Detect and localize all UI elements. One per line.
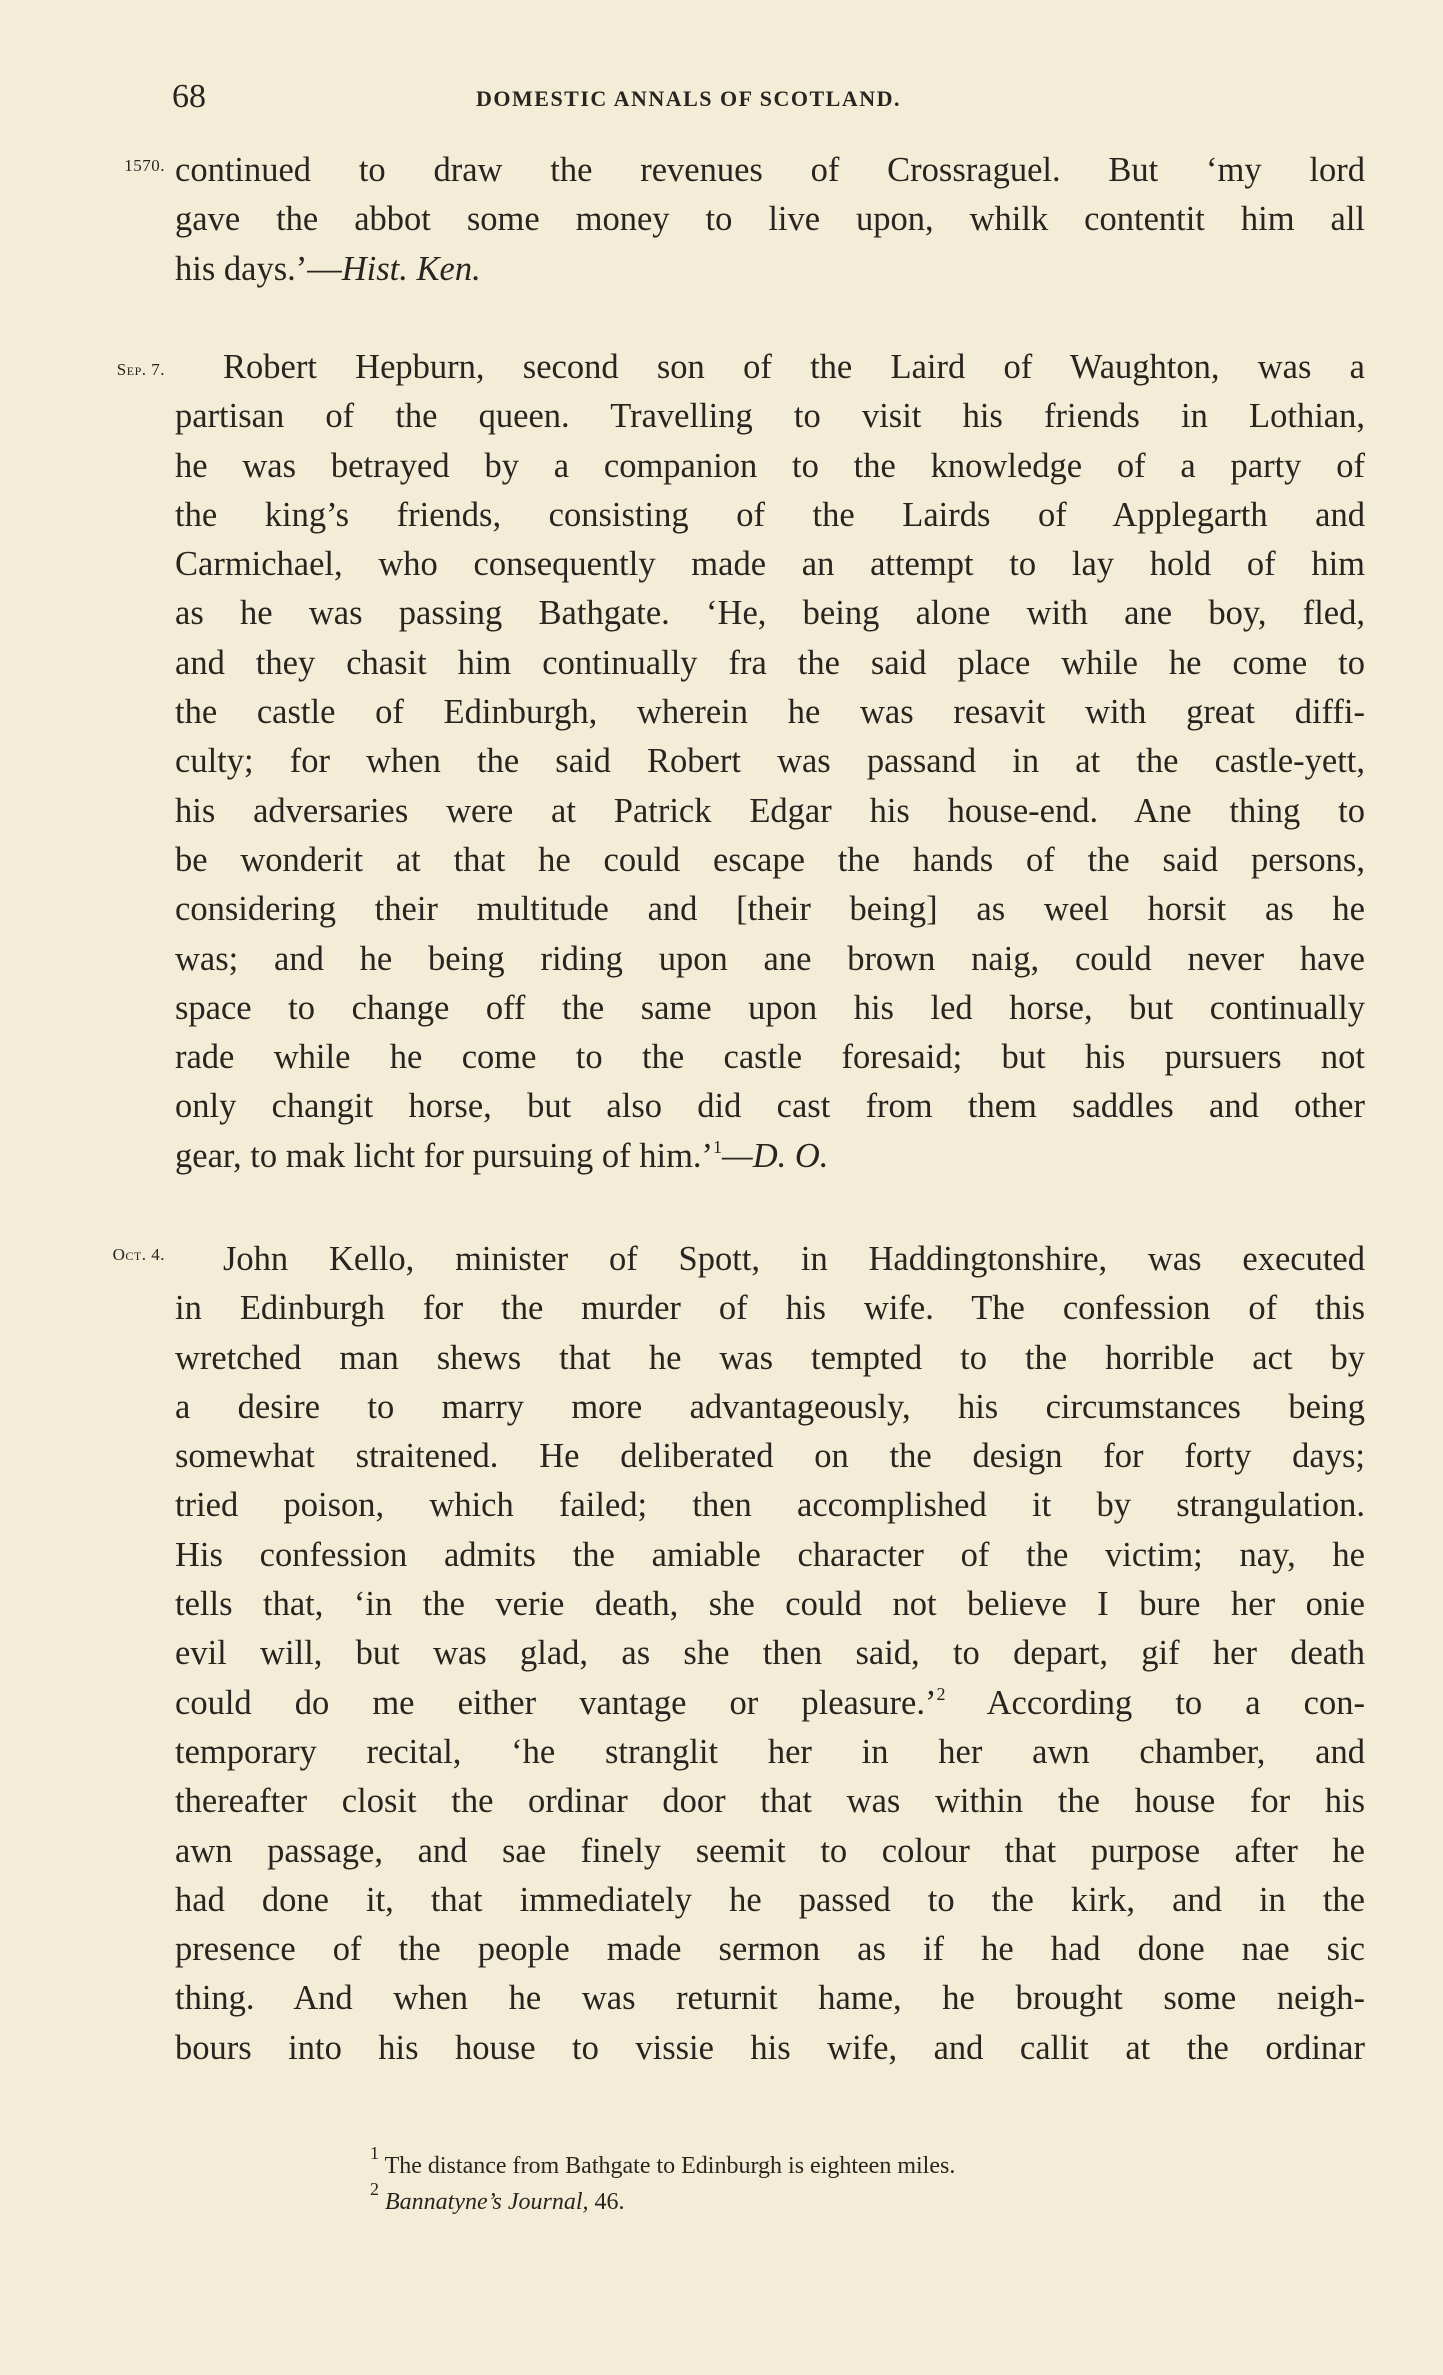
text-line: be wonderit at that he could escape the hands of the said persons,: [175, 840, 1365, 879]
page-number: 68: [172, 78, 206, 115]
text-line: in Edinburgh for the murder of his wife. The confession of this: [175, 1289, 1365, 1328]
text-line: continued to draw the revenues of Crossraguel. But ‘my lord: [175, 151, 1365, 189]
text-line: his adversaries were at Patrick Edgar his house-end. Ane thing to: [175, 791, 1365, 830]
text-line: thing. And when he was returnit hame, he brought some neigh-: [175, 1979, 1365, 2018]
text-line: the king’s friends, consisting of the Lairds of Applegarth and: [175, 495, 1365, 534]
footnote-mark: 2: [370, 2179, 379, 2199]
margin-date: 1570.: [124, 156, 165, 175]
citation: —D. O.: [722, 1136, 829, 1175]
text-line: partisan of the queen. Travelling to visit his friends in Lothian,: [175, 397, 1365, 436]
text-line: culty; for when the said Robert was passand in at the castle-yett,: [175, 742, 1365, 781]
footnote: [370, 2143, 1270, 2184]
text-line: His confession admits the amiable character of the victim; nay, he: [175, 1535, 1365, 1574]
text-line: only changit horse, but also did cast from them saddles and other: [175, 1087, 1365, 1126]
text-line: presence of the people made sermon as if he had done nae sic: [175, 1930, 1365, 1969]
text-line: he was betrayed by a companion to the knowledge of a party of: [175, 446, 1365, 485]
paragraph: [175, 343, 1365, 1181]
text-line: and they chasit him continually fra the said place while he come to: [175, 643, 1365, 682]
text-line: thereafter closit the ordinar door that was within the house for his: [175, 1782, 1365, 1821]
footnote-ref: 1: [713, 1136, 723, 1157]
text-line: evil will, but was glad, as she then said, to depart, gif her death: [175, 1634, 1365, 1673]
text-line: tells that, ‘in the verie death, she could not believe I bure her onie: [175, 1585, 1365, 1624]
text-line-content: gear, to mak licht for pursuing of him.’: [175, 1136, 714, 1175]
margin-date: Oct. 4.: [112, 1245, 165, 1264]
footnote-mark: 1: [370, 2143, 379, 2163]
text-line: [175, 1132, 1365, 1181]
text-line-content: could do me either vantage or pleasure.’: [175, 1683, 937, 1722]
page-header: [172, 78, 1052, 128]
text-line: space to change off the same upon his led horse, but continually: [175, 988, 1365, 1027]
running-title: DOMESTIC ANNALS OF SCOTLAND.: [476, 86, 902, 111]
text-line: temporary recital, ‘he stranglit her in her awn chamber, and: [175, 1732, 1365, 1771]
text-line: rade while he come to the castle foresaid; but his pursuers not: [175, 1038, 1365, 1077]
footnotes: [370, 2143, 1270, 2220]
paragraph: [175, 146, 1365, 294]
text-line: wretched man shews that he was tempted to the horrible act by: [175, 1338, 1365, 1377]
text-line: Robert Hepburn, second son of the Laird of Waughton, was a: [223, 348, 1365, 386]
paragraph: [175, 1235, 1365, 2073]
footnote-text: 46.: [588, 2189, 625, 2215]
text-line: the castle of Edinburgh, wherein he was resavit with great diffi-: [175, 693, 1365, 732]
text-line: bours into his house to vissie his wife, and callit at the ordinar: [175, 2028, 1365, 2067]
footnote-ref: 2: [936, 1683, 946, 1704]
footnote-text: The distance from Bathgate to Edinburgh is eighteen miles.: [384, 2153, 956, 2179]
text-line: awn passage, and sae finely seemit to colour that purpose after he: [175, 1831, 1365, 1870]
footnote-source: Bannatyne’s Journal,: [385, 2189, 589, 2215]
footnote: [370, 2179, 1270, 2220]
citation: Hist. Ken.: [341, 249, 481, 288]
text-line: John Kello, minister of Spott, in Haddingtonshire, was executed: [223, 1240, 1365, 1278]
text-line: [175, 245, 1365, 294]
text-line: somewhat straitened. He deliberated on the design for forty days;: [175, 1437, 1365, 1476]
text-line: considering their multitude and [their being] as weel horsit as he: [175, 890, 1365, 929]
margin-date: Sep. 7.: [116, 360, 165, 379]
text-line: a desire to marry more advantageously, his circumstances being: [175, 1387, 1365, 1426]
text-line: tried poison, which failed; then accomplished it by strangulation.: [175, 1486, 1365, 1525]
text-line: had done it, that immediately he passed to the kirk, and in the: [175, 1880, 1365, 1919]
text-line-content: his days.’—: [175, 249, 342, 288]
text-line: was; and he being riding upon ane brown naig, could never have: [175, 939, 1365, 978]
text-line: as he was passing Bathgate. ‘He, being alone with ane boy, fled,: [175, 594, 1365, 633]
text-line: Carmichael, who consequently made an attempt to lay hold of him: [175, 545, 1365, 584]
text-line: [175, 1679, 1365, 1728]
text-line: gave the abbot some money to live upon, whilk contentit him all: [175, 200, 1365, 239]
text-line-tail: According to a con-: [986, 1683, 1365, 1722]
